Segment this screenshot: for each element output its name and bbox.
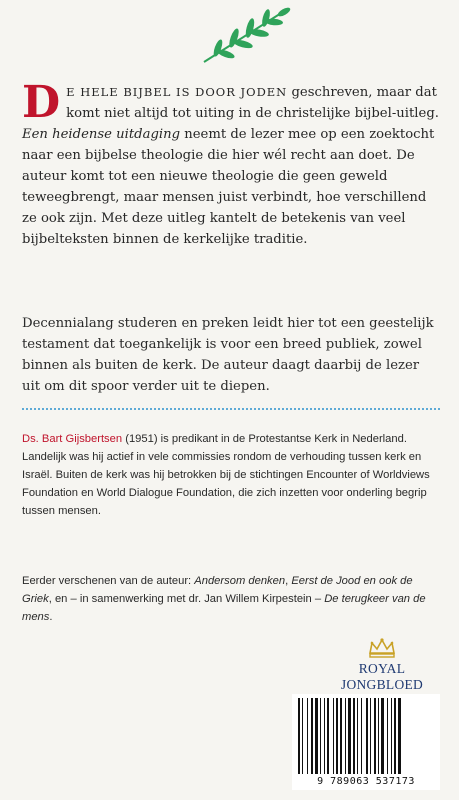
earlier-title-2: Eerst de Jood en ook de Griek — [22, 575, 413, 605]
earlier-middle: , en – in samenwerking met dr. Jan Willem Kirpestein – — [48, 593, 325, 605]
earlier-title-1: Andersom denken — [194, 575, 286, 587]
barcode — [292, 694, 440, 790]
earlier-sep: , — [285, 575, 292, 587]
intro-text-part2: neemt de lezer mee op een zoektocht naar een bijbelse theologie die hier wél recht aan doet. De auteur komt tot een nieuwe theologie die geen geweld teweegbrengt, maar mensen juist verbindt, hoe verschillend ze ook zijn. Met deze uitleg kantelt de betekenis van veel bijbelteksten binnen de kerkelijke traditie. — [22, 127, 435, 247]
earlier-title-3: De terugkeer van de mens — [22, 593, 426, 623]
drop-cap: D — [22, 77, 61, 128]
second-paragraph: Decennialang studeren en preken leidt hier tot een geestelijk testament dat toegankelijk is voor een breed publiek, zowel binnen als buiten de kerk. De auteur daagt daarbij de lezer uit om dit spoor verder uit te diepen. — [22, 316, 434, 395]
isbn-number: 9 789063 537173 — [317, 776, 415, 787]
lead-in-caps: E HELE BIJBEL IS DOOR JODEN — [66, 85, 288, 99]
intro-text-part1: geschreven, maar dat komt niet altijd tot uiting in de christelijke bijbel-uitleg. — [66, 85, 439, 121]
author-name: Ds. Bart Gijsbertsen — [22, 433, 123, 445]
earlier-prefix: Eerder verschenen van de auteur: — [22, 575, 195, 587]
intro-paragraph — [22, 77, 440, 250]
publisher-logo — [322, 637, 442, 693]
inline-book-title: Een heidense uitdaging — [22, 127, 181, 142]
author-bio-text: (1951) is predikant in de Protestantse Kerk in Nederland. Landelijk was hij actief in vele commissies rondom de verhouding tussen kerk en Israël. Buiten de kerk was hij betrokken bij de stichtingen Encounter of Worldviews Foundation en World Dialogue Foundation, die zich inzetten voor onderling begrip tussen mensen. — [22, 433, 430, 517]
earlier-works — [22, 572, 442, 626]
barcode-bars — [296, 698, 436, 776]
earlier-suffix: . — [49, 611, 53, 623]
olive-branch-icon — [196, 4, 292, 66]
publisher-name: ROYAL JONGBLOED — [340, 661, 424, 692]
dotted-divider — [22, 408, 440, 410]
author-bio — [22, 430, 442, 520]
crown-icon — [367, 637, 397, 659]
